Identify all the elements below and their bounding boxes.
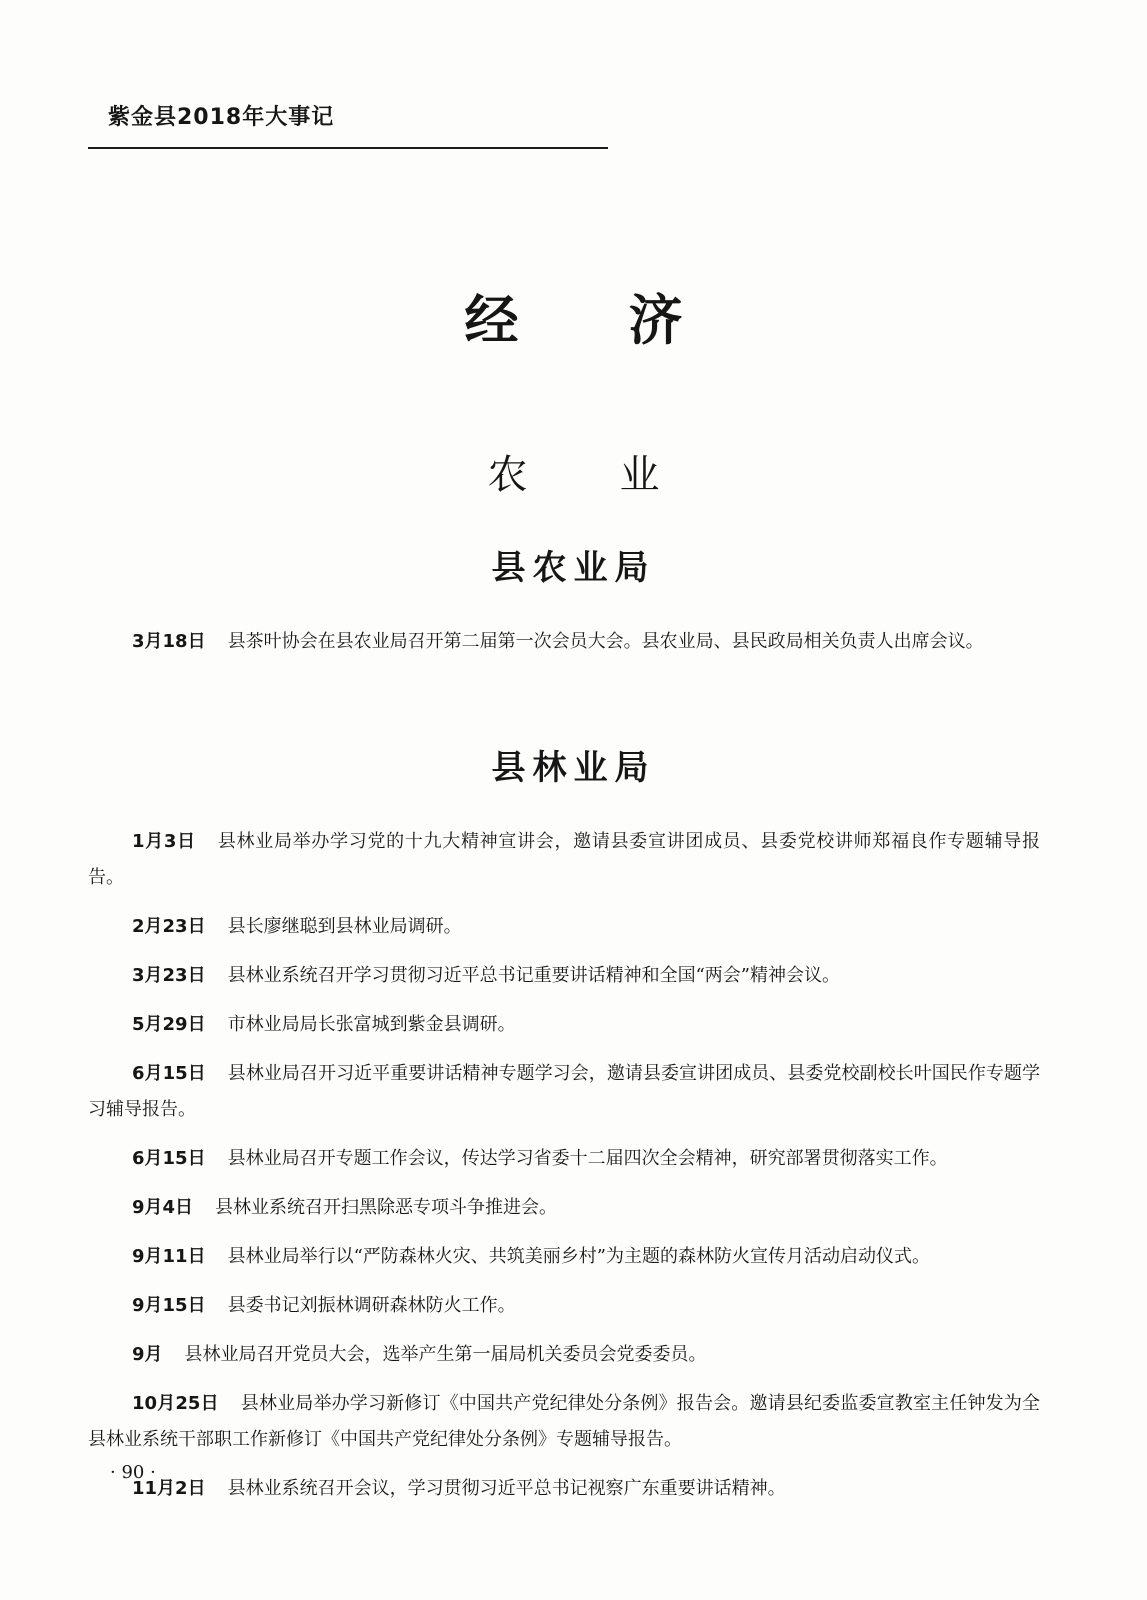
entry <box>88 1288 1040 1324</box>
entry <box>88 1337 1040 1373</box>
entry-text: 县林业局召开专题工作会议，传达学习省委十二届四次全会精神，研究部署贯彻落实工作。 <box>227 1148 948 1169</box>
entry <box>88 1007 1040 1043</box>
running-head-title: 紫金县2018年大事记 <box>108 105 335 130</box>
entry-text: 县长廖继聪到县林业局调研。 <box>227 916 462 937</box>
entry <box>88 1141 1040 1177</box>
unit-heading-forestry-bureau: 县林业局 <box>491 748 656 788</box>
entry-date: 6月15日 <box>132 1063 206 1084</box>
section-title: 经济 <box>464 289 793 352</box>
entry-date: 1月3日 <box>132 831 196 852</box>
entry-text: 县林业系统召开会议，学习贯彻习近平总书记视察广东重要讲话精神。 <box>227 1478 786 1499</box>
entry <box>88 624 1040 660</box>
entry <box>88 824 1040 896</box>
entry-text: 县林业局举办学习新修订《中国共产党纪律处分条例》报告会。邀请县纪委监委宣教室主任钟发为全县林业系统干部职工作新修订《中国共产党纪律处分条例》专题辅导报告。 <box>88 1393 1040 1450</box>
entry <box>88 1190 1040 1226</box>
entry-text: 县林业局召开党员大会，选举产生第一届局机关委员会党委委员。 <box>184 1344 707 1365</box>
entry-text: 市林业局局长张富城到紫金县调研。 <box>227 1014 516 1035</box>
entry-text: 县林业局举行以“严防森林火灾、共筑美丽乡村”为主题的森林防火宣传月活动启动仪式。 <box>227 1246 930 1267</box>
entry-date: 5月29日 <box>132 1014 206 1035</box>
agriculture-entries <box>88 624 1040 673</box>
entry-text: 县林业系统召开扫黑除恶专项斗争推进会。 <box>215 1197 558 1218</box>
entry-date: 3月23日 <box>132 965 206 986</box>
entry-text: 县林业局举办学习党的十九大精神宣讲会，邀请县委宣讲团成员、县委党校讲师郑福良作专题辅导报告。 <box>88 831 1040 888</box>
entry-date: 9月 <box>132 1344 163 1365</box>
entry-date: 3月18日 <box>132 631 206 652</box>
entry-date: 2月23日 <box>132 916 206 937</box>
entry <box>88 1471 1040 1507</box>
entry-text: 县委书记刘振林调研森林防火工作。 <box>227 1295 516 1316</box>
entry-date: 10月25日 <box>132 1393 219 1414</box>
entry <box>88 1239 1040 1275</box>
entry-date: 11月2日 <box>132 1478 206 1499</box>
entry-date: 9月11日 <box>132 1246 206 1267</box>
unit-heading-agriculture-bureau: 县农业局 <box>491 548 656 588</box>
entry <box>88 1386 1040 1458</box>
subsection-title: 农业 <box>487 452 752 498</box>
entry <box>88 1056 1040 1128</box>
forestry-entries <box>88 824 1040 1520</box>
entry-date: 9月15日 <box>132 1295 206 1316</box>
page-number: · 90 · <box>110 1462 156 1483</box>
entry-text: 县林业局召开习近平重要讲话精神专题学习会，邀请县委宣讲团成员、县委党校副校长叶国民作专题学习辅导报告。 <box>88 1063 1040 1120</box>
entry <box>88 958 1040 994</box>
entry <box>88 909 1040 945</box>
header-rule <box>88 147 608 149</box>
entry-date: 9月4日 <box>132 1197 194 1218</box>
entry-date: 6月15日 <box>132 1148 206 1169</box>
entry-text: 县林业系统召开学习贯彻习近平总书记重要讲话精神和全国“两会”精神会议。 <box>227 965 840 986</box>
entry-text: 县茶叶协会在县农业局召开第二届第一次会员大会。县农业局、县民政局相关负责人出席会议。 <box>227 631 984 652</box>
